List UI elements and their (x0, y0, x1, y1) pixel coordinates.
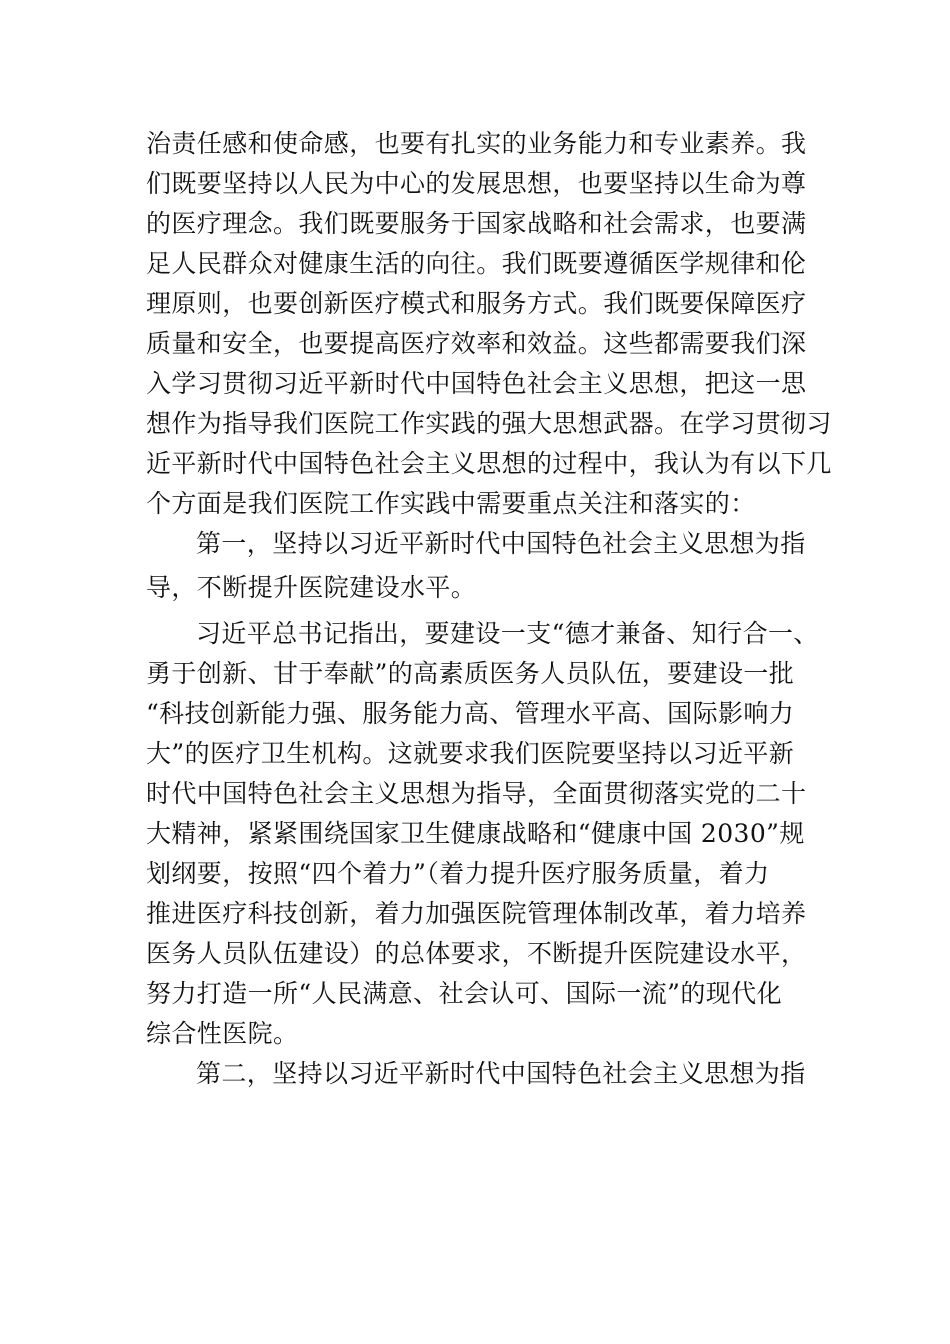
text-line: 努力打造一所“人民满意、社会认可、国际一流”的现代化 (146, 979, 782, 1008)
text-line: 划纲要，按照“四个着力”（着力提升医疗服务质量，着力 (146, 859, 770, 888)
text-line: 足人民群众对健康生活的向往。我们既要遵循医学规律和伦 (146, 249, 807, 278)
text-line: 大精神，紧紧围绕国家卫生健康战略和“健康中国 2030”规 (146, 819, 805, 848)
text-line: 的医疗理念。我们既要服务于国家战略和社会需求，也要满 (146, 209, 807, 238)
section-heading-line: 第一，坚持以习近平新时代中国特色社会主义思想为指 (196, 529, 806, 558)
text-line: “科技创新能力强、服务能力高、管理水平高、国际影响力 (146, 699, 795, 728)
section-heading-line: 导，不断提升医院建设水平。 (146, 573, 477, 602)
text-line: 质量和安全，也要提高医疗效率和效益。这些都需要我们深 (146, 329, 807, 358)
text-line: 理原则，也要创新医疗模式和服务方式。我们既要保障医疗 (146, 289, 807, 318)
text-line: 习近平总书记指出，要建设一支“德才兼备、知行合一、 (196, 619, 819, 648)
text-line: 治责任感和使命感，也要有扎实的业务能力和专业素养。我 (146, 129, 807, 158)
text-line: 综合性医院。 (146, 1019, 299, 1048)
text-line: 们既要坚持以人民为中心的发展思想，也要坚持以生命为尊 (146, 169, 807, 198)
text-line: 医务人员队伍建设）的总体要求，不断提升医院建设水平， (146, 939, 807, 968)
text-line: 勇于创新、甘于奉献”的高素质医务人员队伍，要建设一批 (146, 659, 795, 688)
text-line: 时代中国特色社会主义思想为指导，全面贯彻落实党的二十 (146, 779, 807, 808)
text-line: 大”的医疗卫生机构。这就要求我们医院要坚持以习近平新 (146, 739, 795, 768)
text-line: 想作为指导我们医院工作实践的强大思想武器。在学习贯彻习 (146, 409, 832, 438)
section-heading-line: 第二，坚持以习近平新时代中国特色社会主义思想为指 (196, 1059, 806, 1088)
text-line: 入学习贯彻习近平新时代中国特色社会主义思想，把这一思 (146, 369, 807, 398)
text-line: 个方面是我们医院工作实践中需要重点关注和落实的： (146, 489, 756, 518)
text-line: 近平新时代中国特色社会主义思想的过程中，我认为有以下几 (146, 449, 832, 478)
text-line: 推进医疗科技创新，着力加强医院管理体制改革，着力培养 (146, 899, 807, 928)
